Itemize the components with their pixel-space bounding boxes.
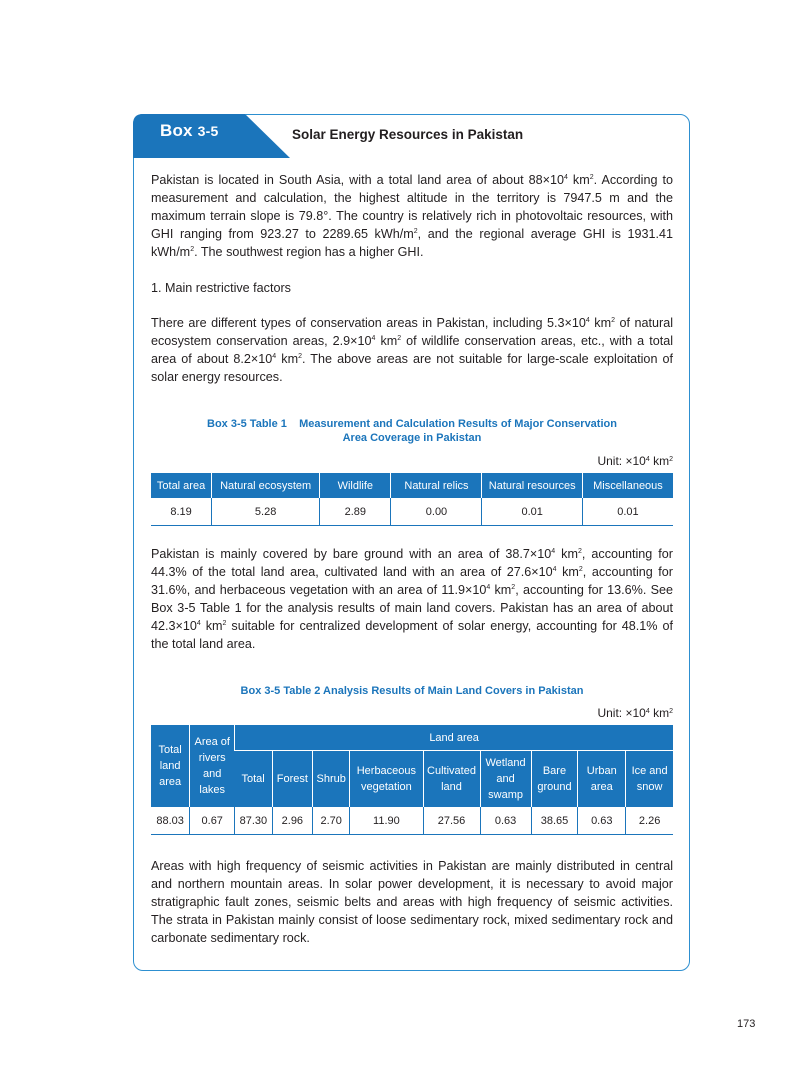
- table1-caption: [151, 417, 673, 445]
- table1-cell: 8.19: [170, 505, 192, 518]
- table2-subheader: Forest: [272, 751, 313, 808]
- table2-subheader: Herbaceous vegetation: [350, 751, 423, 808]
- conservation-section: [151, 314, 673, 386]
- land-cover-table: [151, 725, 673, 835]
- table2-subheader: Urban area: [578, 751, 626, 808]
- table1-header: Wildlife: [320, 473, 391, 498]
- page-number: 173: [737, 1018, 756, 1030]
- table2-cell: 2.96: [272, 807, 313, 835]
- table1-data-row: [151, 498, 673, 526]
- table2-cell: 11.90: [350, 807, 423, 835]
- table1-cell: 5.28: [212, 498, 320, 526]
- table2-cell: 0.63: [480, 807, 531, 835]
- table2-subheader: Wetland and swamp: [480, 751, 531, 808]
- box-title: Solar Energy Resources in Pakistan: [292, 127, 524, 142]
- table1-caption-line1: Box 3-5 Table 1 Measurement and Calculation Results of Major Conservation: [207, 418, 617, 430]
- conservation-paragraph: There are different types of conservation areas in Pakistan, including $5.3\times 10^4$ $km^2$ of natural ecosystem conservation areas, $2.9\times 10^4$ $km^2$ of wildlife conservation areas, etc., with a total area of about $8.2\times 10^4$ $km^2$. The above areas are not suitable for large-scale exploitation of solar energy resources.: [151, 316, 674, 384]
- table2-header-land-area: Land area: [235, 725, 673, 751]
- table1-header: Natural ecosystem: [212, 473, 320, 498]
- table2-cell: 2.26: [626, 807, 673, 835]
- table1-header: Total area: [151, 473, 212, 498]
- table2-subheader: Total: [235, 751, 272, 808]
- table2-cell: 38.65: [531, 807, 578, 835]
- table1-header: Natural relics: [391, 473, 482, 498]
- table2-cell: 2.70: [313, 807, 350, 835]
- intro-section: [151, 171, 673, 261]
- box-header: [133, 114, 690, 158]
- conservation-table: [151, 473, 673, 526]
- table2-subheader: Shrub: [313, 751, 350, 808]
- table2-header-rivers: Area of rivers and lakes: [190, 725, 235, 807]
- landcover-paragraph: Pakistan is mainly covered by bare ground with an area of $38.7\times 10^4$ $km^2$, accounting for 44.3% of the total land area, cultivated land with an area of $27.6\times 10^4$ $km^2$, accounting for 31.6%, and herbaceous vegetation with an area of $11.9\times 10^4$ $km^2$, accounting for 13.6%. See Box 3-5 Table 1 for the analysis results of main land covers. Pakistan has an area of about $42.3\times 10^4$ $km^2$ suitable for centralized development of solar energy, accounting for 48.1% of the total land area.: [151, 547, 674, 651]
- table2-subheader: Ice and snow: [626, 751, 673, 808]
- table1-cell: 0.01: [582, 498, 673, 526]
- seismic-paragraph: Areas with high frequency of seismic activities in Pakistan are mainly distributed in central and northern mountain areas. In solar power development, it is necessary to avoid major stratigraphic fault zones, seismic belts and areas with high frequency of seismic activities. The strata in Pakistan mainly consist of loose sedimentary rock, mixed sedimentary rock and carbonate sedimentary rock.: [151, 859, 673, 945]
- table1-header: Natural resources: [482, 473, 582, 498]
- table2-cell: 27.56: [423, 807, 480, 835]
- table2-caption: Box 3-5 Table 2 Analysis Results of Main Land Covers in Pakistan: [240, 685, 584, 697]
- table1-header: Miscellaneous: [582, 473, 673, 498]
- box-label-number: 3-5: [197, 123, 219, 139]
- table1-unit: Unit: $\times 10^4$ $km^2$: [597, 454, 673, 468]
- table2-cell: 88.03: [156, 814, 184, 827]
- table2-cell: 0.67: [190, 807, 235, 835]
- section-heading: 1. Main restrictive factors: [151, 281, 291, 295]
- table1-header-row: [151, 473, 673, 498]
- intro-paragraph: Pakistan is located in South Asia, with a total land area of about $88\times 10^4$ $km^2$. According to measurement and calculation, the highest altitude in the territory is 7947.5 m and the maximum terrain slope is 79.8°. The country is relatively rich in photovoltaic resources, with GHI ranging from 923.27 to 2289.65 kWh/$m^2$, and the regional average GHI is 1931.41 kWh/$m^2$. The southwest region has a higher GHI.: [151, 173, 674, 259]
- table2-cell: 87.30: [235, 807, 272, 835]
- table2-subheader: Cultivated land: [423, 751, 480, 808]
- table2-cell: 0.63: [578, 807, 626, 835]
- table1-cell: 0.01: [482, 498, 582, 526]
- table2-unit: Unit: $\times 10^4$ $km^2$: [597, 706, 673, 720]
- table2-data-row: [151, 807, 673, 835]
- table1-caption-line2: Area Coverage in Pakistan: [342, 432, 482, 444]
- seismic-section: [151, 857, 673, 947]
- table2-subheader: Bare ground: [531, 751, 578, 808]
- table2-header-row-1: [151, 725, 673, 751]
- box-label-word: Box: [160, 121, 193, 140]
- landcover-section: [151, 545, 673, 653]
- box-label: [160, 121, 219, 141]
- table1-cell: 0.00: [391, 498, 482, 526]
- table1-cell: 2.89: [320, 498, 391, 526]
- table2-header-total-land: Total land area: [151, 725, 190, 807]
- heading-section: [151, 279, 673, 297]
